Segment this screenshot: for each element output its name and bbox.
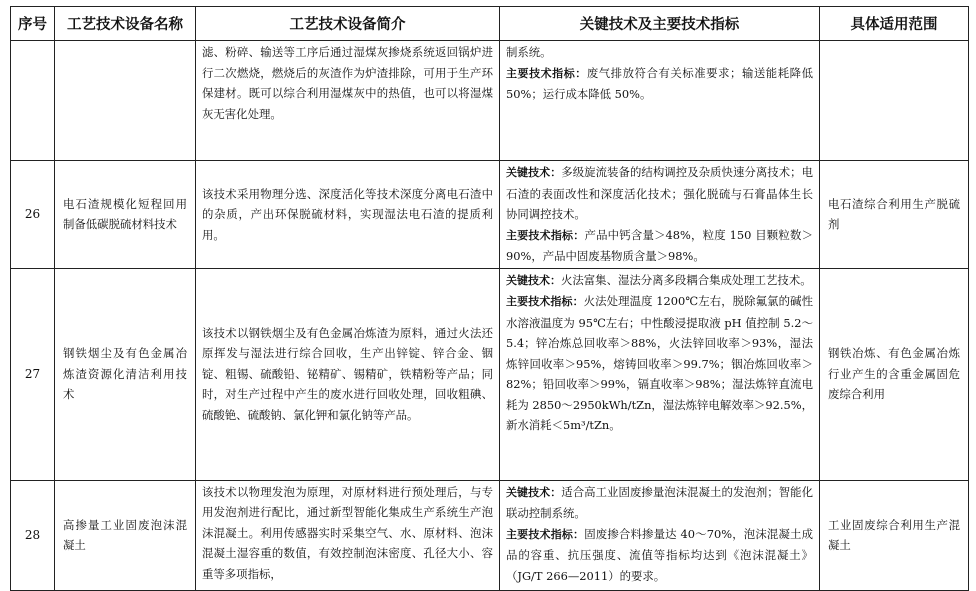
row-name-text: 钢铁烟尘及有色金属冶炼渣资源化清洁利用技术 bbox=[63, 346, 187, 402]
row-desc bbox=[196, 41, 500, 161]
row-key bbox=[500, 268, 820, 480]
row-scope-text: 电石渣综合利用生产脱硫剂 bbox=[828, 196, 960, 232]
key-tech-text: 适合高工业固废掺量泡沫混凝土的发泡剂；智能化联动控制系统。 bbox=[506, 484, 813, 520]
row-desc-text: 该技术采用物理分选、深度活化等技术深度分离电石渣中的杂质，产出环保脱硫材料，实现湿法电石渣的提质利用。 bbox=[202, 186, 493, 242]
row-scope-text: 工业固废综合利用生产混凝土 bbox=[828, 517, 960, 552]
main-index-text: 固废掺合料掺量达 40～70%，泡沫混凝土成品的容重、抗压强度、流值等指标均达到《泡沫混凝土》（JG/T 266—2011）的要求。 bbox=[506, 526, 814, 583]
row-name-text: 高掺量工业固废泡沫混凝土 bbox=[63, 517, 187, 552]
table-row bbox=[11, 161, 969, 269]
row-name bbox=[55, 268, 196, 480]
row-no: 26 bbox=[11, 161, 55, 269]
row-name bbox=[55, 480, 196, 590]
main-index-text: 废气排放符合有关标准要求；输送能耗降低 50%；运行成本降低 50%。 bbox=[506, 65, 814, 101]
main-index-label: 主要技术指标： bbox=[506, 527, 585, 541]
row-name bbox=[55, 161, 196, 269]
table-row bbox=[11, 480, 969, 590]
main-index-label: 主要技术指标： bbox=[506, 66, 587, 80]
header-name: 工艺技术设备名称 bbox=[55, 7, 196, 41]
row-scope-text: 钢铁冶炼、有色金属冶炼行业产生的含重金属固危废综合利用 bbox=[828, 346, 960, 402]
row-key bbox=[500, 480, 820, 590]
technology-table bbox=[10, 6, 969, 591]
key-tech-text: 制系统。 bbox=[506, 45, 552, 59]
header-no: 序号 bbox=[11, 7, 55, 41]
key-tech-text: 火法富集、湿法分离多段耦合集成处理工艺技术。 bbox=[561, 272, 812, 287]
row-scope bbox=[820, 161, 969, 269]
key-tech-text: 多级旋流装备的结构调控及杂质快速分离技术；电石渣的表面改性和深度活化技术；强化脱硫与石膏晶体生长协同调控技术。 bbox=[506, 165, 813, 221]
row-desc bbox=[196, 480, 500, 590]
row-key bbox=[500, 161, 820, 269]
header-desc: 工艺技术设备简介 bbox=[196, 7, 500, 41]
row-scope bbox=[820, 480, 969, 590]
header-key: 关键技术及主要技术指标 bbox=[500, 7, 820, 41]
key-tech-label: 关键技术： bbox=[506, 166, 562, 179]
row-desc-text: 该技术以物理发泡为原理，对原材料进行预处理后，与专用发泡剂进行配比，通过新型智能化集成生产系统生产泡沫混凝土。利用传感器实时采集空气、水、原材料、泡沫混凝土湿容重的数值，有效控制泡沫密度、孔径大小、容重等多项指标， bbox=[202, 484, 493, 581]
row-desc bbox=[196, 268, 500, 480]
header-scope: 具体适用范围 bbox=[820, 7, 969, 41]
main-index-label: 主要技术指标： bbox=[506, 228, 585, 242]
row-desc-text: 滤、粉碎、输送等工序后通过湿煤灰掺烧系统返回锅炉进行二次燃烧，燃烧后的灰渣作为炉渣排除，可用于生产环保建材。既可以综合利用湿煤灰中的热值，也可以将湿煤灰无害化处理。 bbox=[202, 45, 493, 121]
key-tech-label: 关键技术： bbox=[506, 485, 562, 499]
table-row bbox=[11, 41, 969, 161]
row-no: 27 bbox=[11, 268, 55, 480]
main-index-text: 产品中钙含量＞48%，粒度 150 目颗粒数＞90%，产品中固废基物质含量＞98%。 bbox=[506, 227, 814, 263]
row-no bbox=[11, 41, 55, 161]
row-name-text bbox=[55, 41, 195, 43]
main-index-label: 主要技术指标： bbox=[506, 295, 584, 308]
key-tech-label: 关键技术： bbox=[506, 273, 561, 287]
row-desc bbox=[196, 161, 500, 269]
main-index-text: 火法处理温度 1200℃左右，脱除氟氯的碱性水溶液温度为 95℃左右；中性酸浸提取液 pH 值控制 5.2～5.4；锌冶炼总回收率＞88%，火法锌回收率＞93%，湿法炼锌回收率＞95%，熔铸回收率＞99.7%；铟冶炼回收率＞82%；铅回收率＞99%，镉直收率＞98%；湿法炼锌直流电耗为 2850～2950kWh/tZn，湿法炼锌电解效率＞92.5%，新水消耗＜5m³/tZn。 bbox=[506, 294, 813, 432]
row-scope-text bbox=[820, 41, 968, 43]
row-name bbox=[55, 41, 196, 161]
row-no: 28 bbox=[11, 480, 55, 590]
header-row bbox=[11, 7, 969, 41]
row-desc-text: 该技术以钢铁烟尘及有色金属冶炼渣为原料，通过火法还原挥发与湿法进行综合回收，生产出锌锭、锌合金、铟锭、粗锡、硫酸铅、铋精矿、锡精矿，铁精粉等产品；同时，对生产过程中产生的废水进行回收处理，回收粗碘、硫酸铯、硫酸钠、氯化钾和氯化钠等产品。 bbox=[202, 325, 493, 422]
table-row bbox=[11, 268, 969, 480]
row-scope bbox=[820, 41, 969, 161]
row-scope bbox=[820, 268, 969, 480]
row-key bbox=[500, 41, 820, 161]
row-name-text: 电石渣规模化短程回用制备低碳脱硫材料技术 bbox=[63, 196, 187, 232]
